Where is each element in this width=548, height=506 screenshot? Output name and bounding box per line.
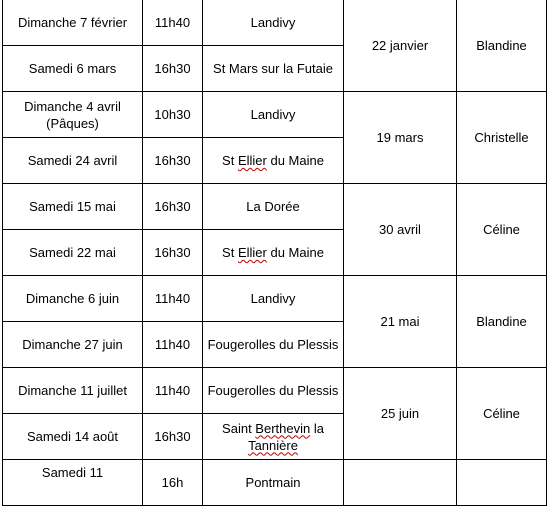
spellcheck-word: Tannière — [248, 437, 298, 453]
place-prefix: St — [222, 245, 238, 260]
spellcheck-word: Berthevin — [255, 420, 311, 436]
place-prefix: Saint — [222, 420, 256, 436]
day-cell: Samedi 6 mars — [3, 46, 143, 92]
name-cell: Céline — [457, 184, 547, 276]
day-cell: Dimanche 7 février — [3, 0, 143, 46]
spellcheck-word: Ellier — [237, 153, 267, 168]
place-suffix: du Maine — [266, 245, 324, 260]
table-row — [3, 92, 547, 138]
place-cell: Pontmain — [203, 460, 344, 506]
name-cell: Céline — [457, 368, 547, 460]
table-row — [3, 0, 547, 46]
spellcheck-word: Ellier — [237, 245, 267, 260]
day-cell: Samedi 22 mai — [3, 230, 143, 276]
time-cell: 16h30 — [143, 230, 203, 276]
time-cell: 10h30 — [143, 92, 203, 138]
table-row — [3, 184, 547, 230]
schedule-table — [2, 0, 547, 506]
name-cell: Blandine — [457, 276, 547, 368]
date-cell: 25 juin — [344, 368, 457, 460]
time-cell: 16h30 — [143, 138, 203, 184]
place-prefix: St — [222, 153, 238, 168]
day-cell: Samedi 14 août — [3, 414, 143, 460]
table-row — [3, 276, 547, 322]
day-cell: Dimanche 11 juillet — [3, 368, 143, 414]
place-middle: la — [310, 420, 324, 436]
day-cell: Dimanche 27 juin — [3, 322, 143, 368]
day-cell: Samedi 11 — [3, 460, 143, 506]
time-cell: 16h30 — [143, 46, 203, 92]
table-row — [3, 368, 547, 414]
time-cell: 11h40 — [143, 322, 203, 368]
time-cell: 11h40 — [143, 368, 203, 414]
time-cell: 16h30 — [143, 184, 203, 230]
place-cell: Fougerolles du Plessis — [203, 322, 344, 368]
day-cell: Dimanche 6 juin — [3, 276, 143, 322]
day-cell: Dimanche 4 avril (Pâques) — [3, 92, 143, 138]
day-cell: Samedi 15 mai — [3, 184, 143, 230]
date-cell: 21 mai — [344, 276, 457, 368]
date-cell: 22 janvier — [344, 0, 457, 92]
place-cell: La Dorée — [203, 184, 344, 230]
name-cell: Christelle — [457, 92, 547, 184]
place-cell: St Mars sur la Futaie — [203, 46, 344, 92]
place-cell: Landivy — [203, 0, 344, 46]
place-suffix: du Maine — [266, 153, 324, 168]
place-cell: Fougerolles du Plessis — [203, 368, 344, 414]
day-cell: Samedi 24 avril — [3, 138, 143, 184]
date-cell: 30 avril — [344, 184, 457, 276]
place-cell — [203, 138, 344, 184]
time-cell: 16h30 — [143, 414, 203, 460]
date-cell: 19 mars — [344, 92, 457, 184]
time-cell: 11h40 — [143, 0, 203, 46]
place-cell: Landivy — [203, 92, 344, 138]
place-cell — [203, 230, 344, 276]
time-cell: 11h40 — [143, 276, 203, 322]
place-cell: Landivy — [203, 276, 344, 322]
place-cell — [203, 414, 344, 460]
time-cell: 16h — [143, 460, 203, 506]
name-cell: Blandine — [457, 0, 547, 92]
